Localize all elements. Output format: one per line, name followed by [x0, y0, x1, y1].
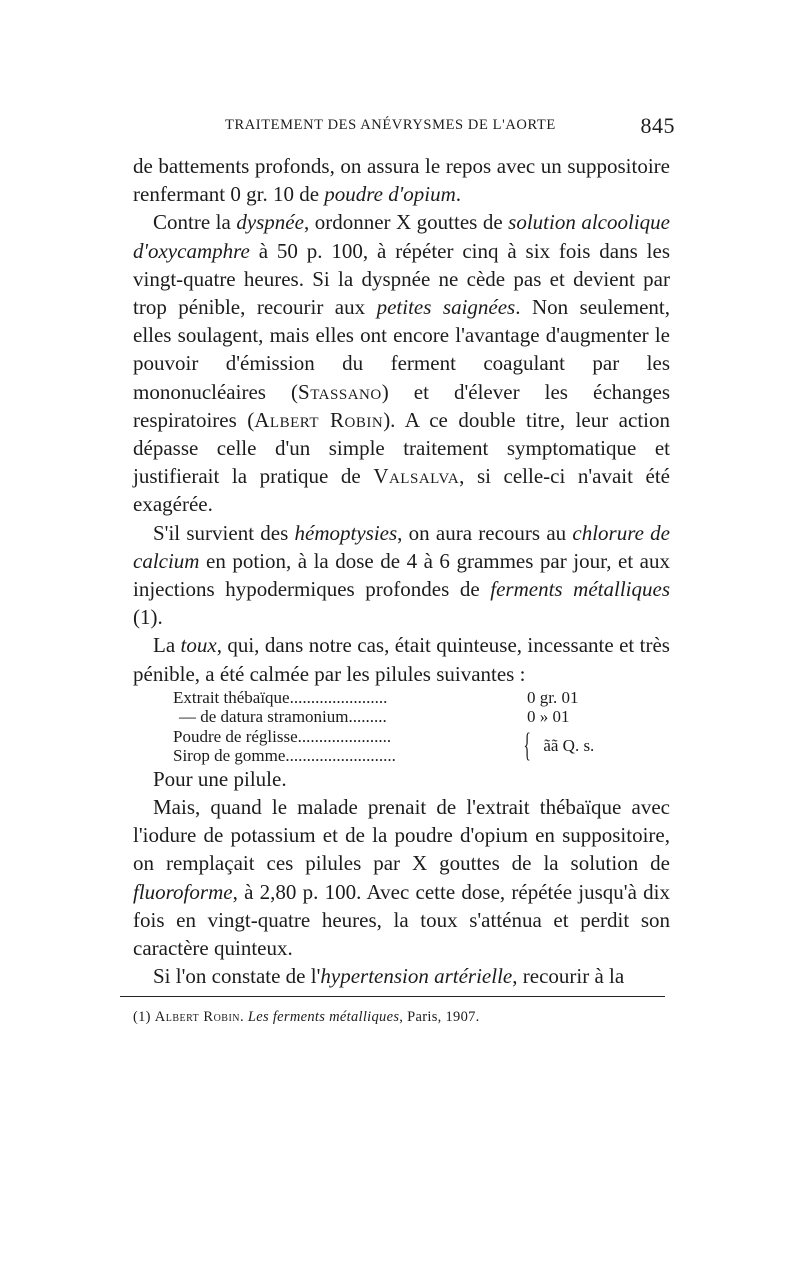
paragraph: Si l'on constate de l'hypertension artérielle, recourir à la: [153, 964, 625, 989]
page-number: 845: [640, 113, 675, 138]
paragraph: La toux, qui, dans notre cas, était quinteuse, incessante et très pénible, a été calmée par les pilules suivantes :: [133, 633, 670, 686]
formula-group: Poudre de réglisse...................... Sirop de gomme.......................... { ãã Q. s.: [173, 726, 595, 765]
formula-row: — de datura stramonium......... 0 » 01: [179, 706, 570, 726]
footnote-divider: [120, 996, 665, 997]
paragraph: S'il survient des hémoptysies, on aura recours au chlorure de calcium en potion, à la dose de 4 à 6 grammes par jour, et aux injections hypodermiques profondes de ferments métalliques (1).: [133, 520, 671, 630]
formula-row: Poudre de réglisse......................: [173, 726, 392, 746]
body-text: [133, 152, 670, 990]
paragraph: Mais, quand le malade prenait de l'extrait thébaïque avec l'iodure de potassium et de la poudre d'opium en suppositoire, on remplaçait ces pilules par X gouttes de la solution de fluoroforme, à 2,80 p. 100. Avec cette dose, répétée jusqu'à dix fois en vingt-quatre heures, la toux s'atténua et perdit son caractère quinteux.: [133, 795, 670, 961]
paragraph: Contre la dyspnée, ordonner X gouttes de solution alcoolique d'oxycamphre à 50 p. 100, à répéter cinq à six fois dans les vingt-quatre heures. Si la dyspnée ne cède pas et devient par trop pénible, recourir aux petites saignées. Non seulement, elles soulagent, mais elles ont encore l'avantage d'augmenter le pouvoir d'émission du ferment coagulant par les mononucléaires (Stassano) et d'élever les échanges respiratoires (Albert Robin). A ce double titre, leur action dépasse celle d'un simple traitement symptomatique et justifierait la pratique de Valsalva, si celle-ci n'avait été exagérée.: [133, 210, 670, 517]
running-title: TRAITEMENT DES ANÉVRYSMES DE L'AORTE: [225, 117, 556, 133]
page-header: [130, 113, 675, 143]
formula-row: Sirop de gomme..........................: [173, 745, 396, 765]
brace: {: [523, 726, 531, 764]
prescription-formula: [173, 688, 633, 765]
paragraph: Pour une pilule.: [153, 766, 287, 791]
footnote: (1) Albert Robin. Les ferments métalliques, Paris, 1907.: [133, 1009, 480, 1025]
paragraph: de battements profonds, on assura le repos avec un suppositoire renfermant 0 gr. 10 de poudre d'opium.: [133, 154, 670, 207]
formula-row: Extrait thébaïque....................... 0 gr. 01: [173, 687, 579, 707]
